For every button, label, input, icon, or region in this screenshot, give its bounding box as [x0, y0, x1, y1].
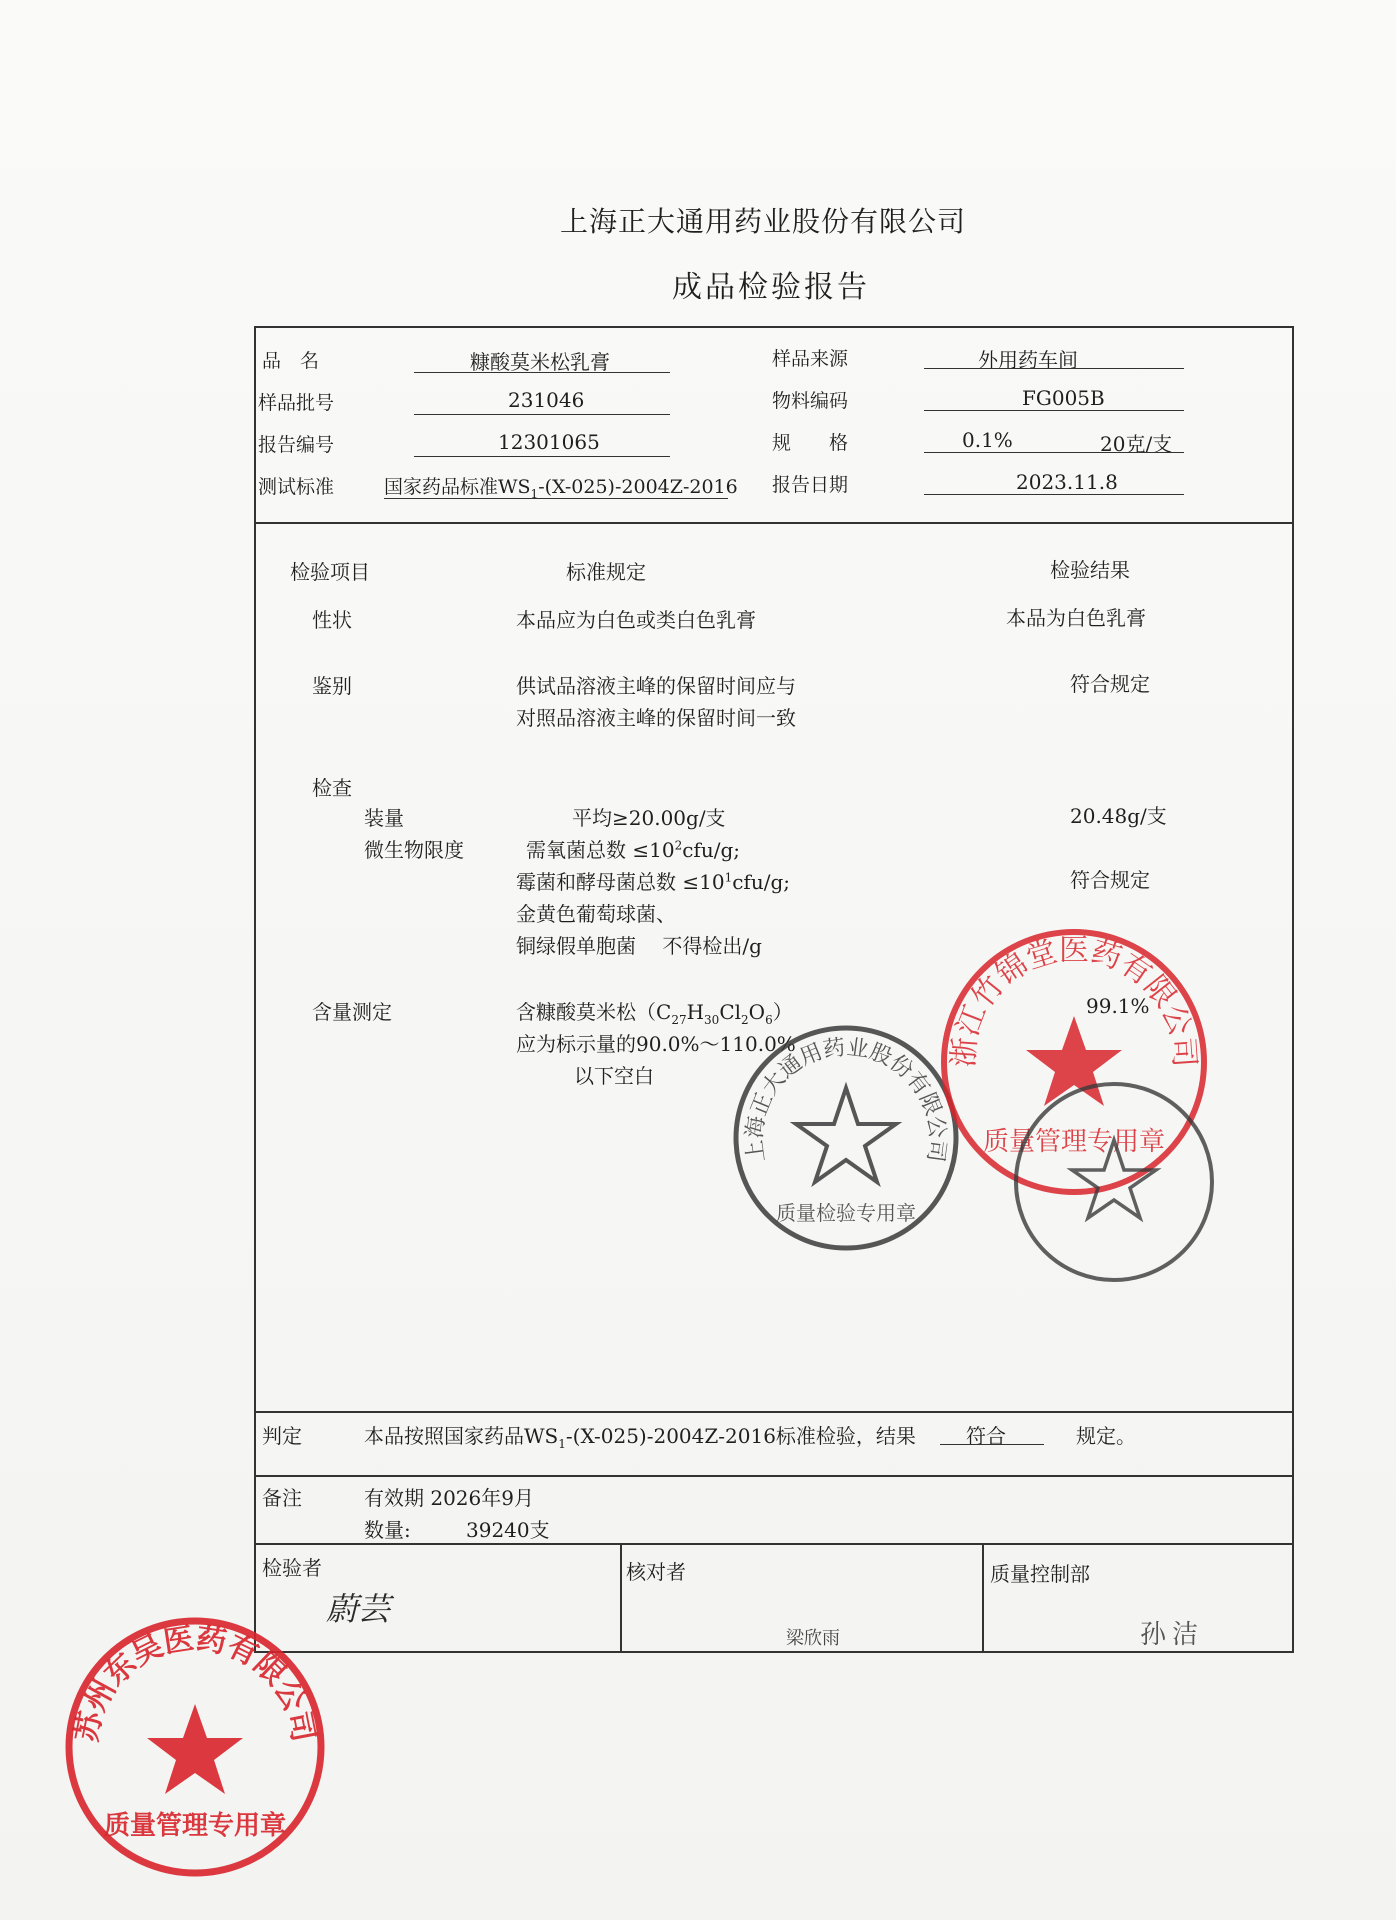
test-check: 检查	[312, 776, 352, 800]
batch-value: 231046	[508, 388, 585, 412]
identification-standard-line2: 对照品溶液主峰的保留时间一致	[516, 706, 796, 730]
column-header-standard: 标准规定	[566, 560, 646, 584]
report-no-value: 12301065	[498, 430, 600, 454]
column-header-item: 检验项目	[290, 560, 370, 584]
divider-tests	[254, 1411, 1294, 1413]
assay-standard-line1: 含糠酸莫米松$(C_{27}H_{30}Cl_2O_6)$	[516, 1000, 793, 1027]
checker-label: 核对者	[626, 1560, 686, 1584]
remarks-label: 备注	[262, 1486, 302, 1510]
fill-standard: 平均≥20.00g/支	[572, 806, 726, 830]
qc-signature: 孙洁	[1140, 1620, 1205, 1650]
suzhou-seal-purpose: 质量管理专用章	[103, 1811, 287, 1840]
suzhou-company-seal	[60, 1612, 330, 1882]
microbial-standard-line2: 霉菌和酵母菌总数 $\le 10^1cfu/g$;	[516, 870, 790, 894]
assay-result: 99.1%	[1086, 994, 1150, 1018]
product-name-label: 品 名	[262, 350, 320, 372]
batch-label: 样品批号	[258, 392, 335, 414]
inspector-signature: 蔚芸	[326, 1590, 391, 1628]
standard-label: 测试标准	[258, 476, 335, 498]
appearance-standard: 本品应为白色或类白色乳膏	[516, 608, 756, 632]
qc-seal-purpose: 质量检验专用章	[776, 1203, 916, 1225]
quantity-value: 39240支	[466, 1518, 550, 1542]
identification-standard-line1: 供试品溶液主峰的保留时间应与	[516, 674, 796, 698]
underline	[940, 1444, 1044, 1445]
assay-standard-line2: 应为标示量的90.0%～110.0%	[516, 1032, 796, 1056]
report-no-label: 报告编号	[258, 434, 335, 456]
test-assay: 含量测定	[312, 1000, 392, 1024]
divider-sign-2	[982, 1543, 984, 1653]
company-title: 上海正大通用药业股份有限公司	[560, 205, 967, 238]
product-name-value: 糠酸莫米松乳膏	[470, 350, 610, 374]
company-seal-gray	[1008, 1076, 1220, 1288]
standard-value: 国家药品标准$WS_1-(X-025)-2004Z-2016$	[384, 476, 738, 501]
material-code-value: FG005B	[1022, 386, 1105, 410]
conclusion-text: 本品按照国家药品$WS_1-(X-025)-2004Z-2016$标准检验，结果	[364, 1424, 916, 1451]
fill-result: 20.48g/支	[1070, 804, 1167, 828]
zhejiang-seal-purpose: 质量管理专用章	[982, 1127, 1166, 1156]
underline	[924, 410, 1184, 411]
underline	[924, 452, 1184, 453]
report-title: 成品检验报告	[672, 270, 870, 305]
microbial-standard-line1: 需氧菌总数 $\le 10^2cfu/g$;	[526, 838, 740, 862]
spec-concentration: 0.1%	[962, 428, 1013, 452]
report-date-value: 2023.11.8	[1016, 470, 1118, 494]
checker-signature: 梁欣雨	[786, 1628, 840, 1649]
qc-seal-company: 上海正大通用药业股份有限公司	[741, 1034, 951, 1164]
column-header-result: 检验结果	[1050, 558, 1130, 582]
suzhou-seal-company: 苏州东吴医药有限公司	[70, 1622, 320, 1745]
test-appearance: 性状	[312, 608, 352, 632]
sample-source-value: 外用药车间	[978, 348, 1078, 372]
identification-result: 符合规定	[1070, 672, 1150, 696]
underline	[414, 372, 670, 373]
underline	[384, 498, 728, 499]
material-code-label: 物料编码	[772, 390, 849, 412]
conclusion-end: 规定。	[1076, 1424, 1136, 1448]
blank-note: 以下空白	[574, 1064, 654, 1088]
underline	[414, 414, 670, 415]
underline	[414, 456, 670, 457]
underline	[924, 494, 1184, 495]
microbial-result: 符合规定	[1070, 868, 1150, 892]
divider-conclusion	[254, 1475, 1294, 1477]
conclusion-label: 判定	[262, 1424, 302, 1448]
appearance-result: 本品为白色乳膏	[1006, 606, 1146, 630]
report-date-label: 报告日期	[772, 474, 849, 496]
test-microbial: 微生物限度	[364, 838, 464, 862]
qc-inspection-seal	[728, 1020, 964, 1256]
microbial-standard-line4: 铜绿假单胞菌 不得检出/g	[516, 934, 762, 958]
spec-label: 规 格	[772, 432, 849, 454]
expiry-date: 有效期 2026年9月	[364, 1486, 534, 1510]
zhejiang-seal-company: 浙江竹锦堂医药有限公司	[947, 933, 1201, 1069]
inspector-label: 检验者	[262, 1556, 322, 1580]
divider-sign-1	[620, 1543, 622, 1653]
conclusion-result: 符合	[966, 1424, 1006, 1448]
test-identification: 鉴别	[312, 674, 352, 698]
sample-source-label: 样品来源	[772, 348, 849, 370]
microbial-standard-line3: 金黄色葡萄球菌、	[516, 902, 676, 926]
underline	[924, 368, 1184, 369]
qc-label: 质量控制部	[990, 1562, 1090, 1586]
spec-size: 20克/支	[1100, 432, 1173, 456]
test-fill: 装量	[364, 806, 404, 830]
divider-remarks	[254, 1543, 1294, 1545]
divider-info	[254, 522, 1294, 524]
quantity-label: 数量:	[364, 1518, 411, 1542]
